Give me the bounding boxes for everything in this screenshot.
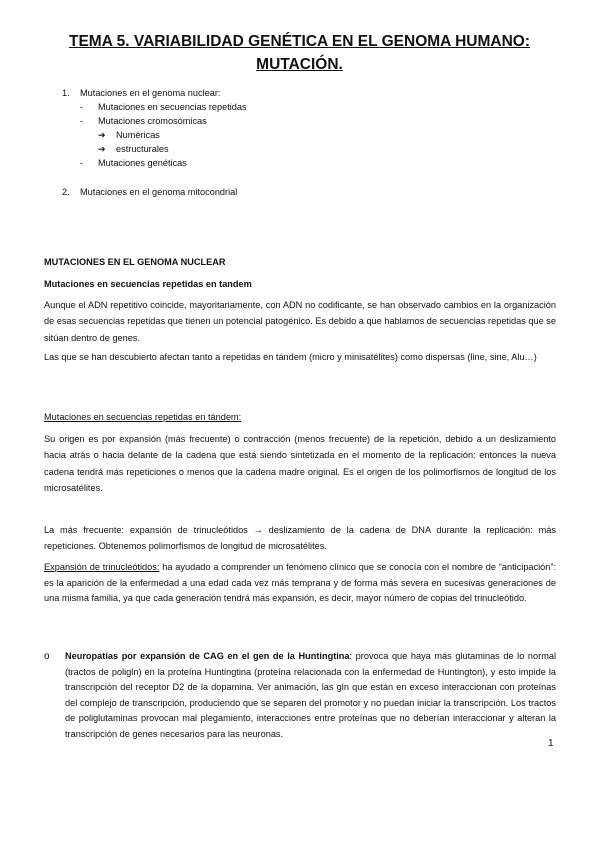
toc-subitem-label: Mutaciones en secuencias repetidas bbox=[98, 102, 247, 112]
toc-item-label: Mutaciones en el genoma mitocondrial bbox=[80, 187, 238, 197]
toc-subitem-label: Mutaciones cromosómicas bbox=[98, 116, 207, 126]
arrow-right-icon: ➔ bbox=[98, 130, 106, 140]
toc-subsubitem-label: Numéricas bbox=[116, 130, 160, 140]
paragraph: Su origen es por expansión (más frecuente) o contracción (menos frecuente) de la repetición, debido a un deslizamiento hacia atrás o hacia delante de la cadena que está siendo sintetizada en el momento de la replicación: entonces la nueva cadena tendrá más repeticiones o menos que la cadena madre original. Es el origen de los polimorfismos de longitud de los microsatélites. bbox=[44, 434, 556, 493]
toc-item-number: 1. bbox=[62, 88, 70, 98]
paragraph bbox=[44, 560, 556, 607]
bullet-bold-text: Neuropatías por expansión de CAG en el gen de la Huntingtina bbox=[65, 651, 350, 661]
arrow-right-icon: ➔ bbox=[98, 144, 106, 154]
toc-item-number: 2. bbox=[62, 187, 70, 197]
toc-subsubitem-label: estructurales bbox=[116, 144, 169, 154]
page-number: 1 bbox=[548, 738, 554, 749]
section-heading: MUTACIONES EN EL GENOMA NUCLEAR bbox=[44, 257, 226, 267]
inline-text: ha ayudado a comprender un fenómeno clínico que se conocía con el nombre de “anticipación”: es la aparición de la enfermedad a una edad cada vez más temprana y de forma más severa en sucesivas generaciones de una misma familia, ya que cada generación tendrá más expansión, es decir, mayor número de copias del trinucleótido. bbox=[44, 562, 556, 603]
toc-subitem-label: Mutaciones genéticas bbox=[98, 158, 187, 168]
section-subheading: Mutaciones en secuencias repetidas en tandem bbox=[44, 279, 252, 289]
dash-bullet: - bbox=[80, 116, 84, 126]
inline-label: Expansión de trinucleótidos: bbox=[44, 562, 160, 572]
toc-item-label: Mutaciones en el genoma nuclear: bbox=[80, 88, 221, 98]
paragraph: Aunque el ADN repetitivo coincide, mayoritariamente, con ADN no codificante, se han observado cambios en la organización de esas secuencias repetidas que tienen un potencial patogénico. Es debido a que hablamos de secuencias repetidas que se sitúan dentro de genes. bbox=[44, 300, 556, 343]
paragraph: Las que se han descubierto afectan tanto a repetidas en tándem (micro y minisatélites) como dispersas (line, sine, Alu…) bbox=[44, 352, 537, 362]
paragraph: La más frecuente: expansión de trinucleótidos → deslizamiento de la cadena de DNA durante la replicación: más repeticiones. Obtenemos polimorfismos de longitud de microsatélites. bbox=[44, 525, 556, 552]
bullet-text: : provoca que haya más glutaminas de lo normal (tractos de poligln) en la proteína Huntingtina (proteína relacionada con la enfermedad de Huntington), y esto impide la transcripción del receptor D2 de la dopamina. Ver animación, las gln que están en exceso interaccionan con proteínas del complejo de transcripción, produciendo que se separen del promotor y no puedan iniciar la transcripción. Los tractos de poliglutaminas provocan mal plegamiento, interacciones entre proteínas que no deberían interaccionar y alteran la transcripción de genes necesarios para las neuronas. bbox=[65, 651, 556, 739]
bullet-marker: o bbox=[44, 651, 50, 662]
page-title-line-1: TEMA 5. VARIABILIDAD GENÉTICA EN EL GENOMA HUMANO: bbox=[69, 33, 530, 50]
dash-bullet: - bbox=[80, 158, 84, 168]
section-heading: Mutaciones en secuencias repetidas en tándem: bbox=[44, 412, 242, 422]
bullet-paragraph bbox=[65, 649, 556, 743]
page-title-line-2: MUTACIÓN. bbox=[256, 56, 343, 73]
dash-bullet: - bbox=[80, 102, 84, 112]
